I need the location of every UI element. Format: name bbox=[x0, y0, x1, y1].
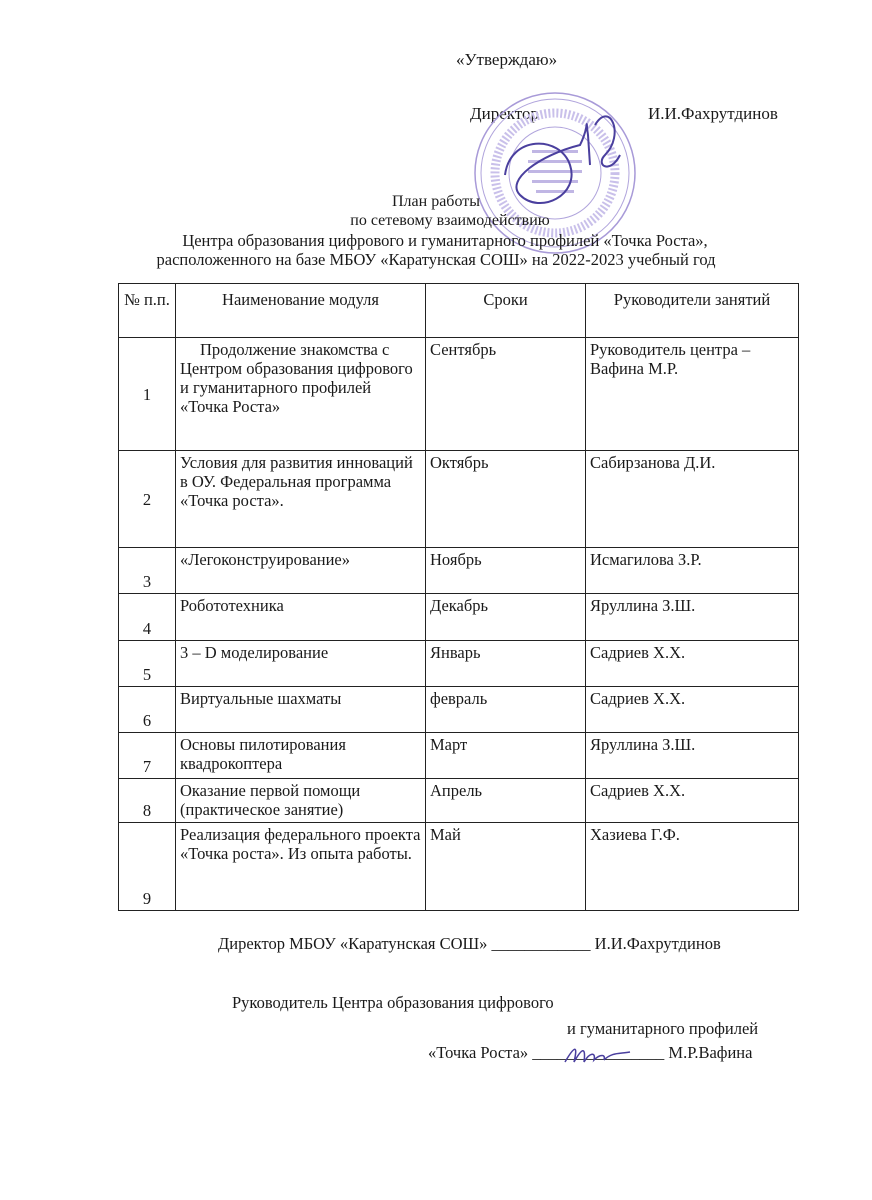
head-signature bbox=[560, 1040, 640, 1070]
row-number: 1 bbox=[119, 338, 176, 451]
term-cell: Март bbox=[426, 733, 586, 779]
term-cell: февраль bbox=[426, 687, 586, 733]
lead-cell: Исмагилова З.Р. bbox=[586, 548, 799, 594]
lead-cell: Садриев Х.Х. bbox=[586, 779, 799, 823]
row-number: 9 bbox=[119, 823, 176, 911]
lead-cell: Садриев Х.Х. bbox=[586, 641, 799, 687]
module-name: Условия для развития инноваций в ОУ. Федеральная программа «Точка роста». bbox=[176, 451, 426, 548]
lead-cell: Хазиева Г.Ф. bbox=[586, 823, 799, 911]
footer-head-line2: и гуманитарного профилей bbox=[567, 1019, 759, 1038]
term-cell: Январь bbox=[426, 641, 586, 687]
header-lead: Руководители занятий bbox=[586, 284, 799, 338]
term-cell: Сентябрь bbox=[426, 338, 586, 451]
header-module: Наименование модуля bbox=[176, 284, 426, 338]
heading-line2: по сетевому взаимодействию bbox=[350, 212, 550, 229]
heading-line3: Центра образования цифрового и гуманитарного профилей «Точка Роста», bbox=[182, 231, 708, 250]
lead-cell: Яруллина З.Ш. bbox=[586, 594, 799, 641]
heading-line1: План работы bbox=[392, 193, 480, 210]
module-name: Основы пилотирования квадрокоптера bbox=[176, 733, 426, 779]
module-name: Робототехника bbox=[176, 594, 426, 641]
approval-title: «Утверждаю» bbox=[456, 50, 558, 69]
row-number: 5 bbox=[119, 641, 176, 687]
approval-name: И.И.Фахрутдинов bbox=[648, 104, 778, 123]
table-row bbox=[119, 779, 799, 823]
lead-cell: Яруллина З.Ш. bbox=[586, 733, 799, 779]
header-term: Сроки bbox=[426, 284, 586, 338]
row-number: 2 bbox=[119, 451, 176, 548]
term-cell: Ноябрь bbox=[426, 548, 586, 594]
row-number: 6 bbox=[119, 687, 176, 733]
module-name: Виртуальные шахматы bbox=[176, 687, 426, 733]
term-cell: Декабрь bbox=[426, 594, 586, 641]
approval-position: Директор bbox=[470, 104, 539, 123]
term-cell: Май bbox=[426, 823, 586, 911]
table-row bbox=[119, 823, 799, 911]
table-row bbox=[119, 641, 799, 687]
row-number: 4 bbox=[119, 594, 176, 641]
module-name: Продолжение знакомства с Центром образования цифрового и гуманитарного профилей «Точка Роста» bbox=[176, 338, 426, 451]
row-number: 8 bbox=[119, 779, 176, 823]
footer-head-line1: Руководитель Центра образования цифрового bbox=[232, 993, 554, 1012]
table-row bbox=[119, 594, 799, 641]
module-name: Оказание первой помощи (практическое занятие) bbox=[176, 779, 426, 823]
footer-head-line3: «Точка Роста» ________________ М.Р.Вафина bbox=[428, 1043, 753, 1062]
term-cell: Октябрь bbox=[426, 451, 586, 548]
work-plan-table bbox=[118, 283, 799, 911]
header-number: № п.п. bbox=[119, 284, 176, 338]
row-number: 7 bbox=[119, 733, 176, 779]
table-header-row bbox=[119, 284, 799, 338]
table-row bbox=[119, 687, 799, 733]
lead-cell: Руководитель центра – Вафина М.Р. bbox=[586, 338, 799, 451]
module-name: Реализация федерального проекта «Точка роста». Из опыта работы. bbox=[176, 823, 426, 911]
table-row bbox=[119, 338, 799, 451]
module-name: «Легоконструирование» bbox=[176, 548, 426, 594]
footer-director-line: Директор МБОУ «Каратунская СОШ» ____________ И.И.Фахрутдинов bbox=[218, 934, 721, 953]
module-name: 3 – D моделирование bbox=[176, 641, 426, 687]
table-row bbox=[119, 451, 799, 548]
table-row bbox=[119, 548, 799, 594]
lead-cell: Сабирзанова Д.И. bbox=[586, 451, 799, 548]
table-row bbox=[119, 733, 799, 779]
lead-cell: Садриев Х.Х. bbox=[586, 687, 799, 733]
term-cell: Апрель bbox=[426, 779, 586, 823]
heading-line4: расположенного на базе МБОУ «Каратунская СОШ» на 2022-2023 учебный год bbox=[156, 250, 716, 269]
row-number: 3 bbox=[119, 548, 176, 594]
